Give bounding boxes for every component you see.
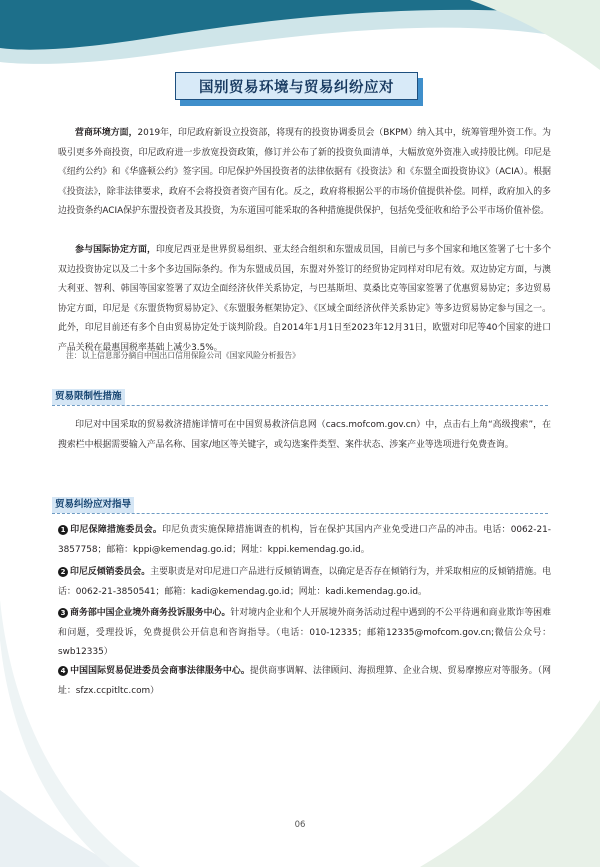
agency-name: 中国国际贸易促进委员会商事法律服务中心。 xyxy=(70,666,250,676)
section-divider xyxy=(52,513,548,514)
business-environment-lead: 营商环境方面， xyxy=(75,128,138,138)
agency-name: 商务部中国企业境外商务投诉服务中心。 xyxy=(70,608,231,618)
agency-item xyxy=(58,521,551,560)
agency-name: 印尼保障措施委员会。 xyxy=(70,525,163,535)
section-divider xyxy=(52,405,548,406)
trade-restrictions-text: 印尼对中国采取的贸易救济措施详情可在中国贸易救济信息网（cacs.mofcom.gov.cn）中，点击右上角“高级搜索”，在搜索栏中根据需要输入产品名称、国家/地区等关键字，或勾选案件类型、案件状态、涉案产业等选项进行免费查询。 xyxy=(58,420,551,450)
agency-description: 主要职责是对印尼进口产品进行反倾销调查，以确定是否存在倾销行为，并采取相应的反倾销措施。电话：0062-21-3850541；邮箱：kadi@kemendag.go.id；网址：kadi.kemendag.go.id。 xyxy=(58,567,551,597)
business-environment-text: 2019年，印尼政府新设立投资部，将现有的投资协调委员会（BKPM）纳入其中，统筹管理外资工作。为吸引更多外商投资，印尼政府进一步放宽投资政策，修订并公布了新的投资负面清单，大幅放宽外资准入或持股比例。印尼是《纽约公约》和《华盛顿公约》签字国。印尼保护外国投资者的法律依据有《投资法》和《东盟全面投资协议》（ACIA）。根据《投资法》，除非法律要求，政府不会将投资者资产国有化。反之，政府将根据公平的市场价值提供补偿。同样，政府加入的多边投资条约ACIA保护东盟投资者及其投资，为东道国可能采取的各种措施提供保护，包括免受征收和给予公平市场价值补偿。 xyxy=(58,128,552,216)
international-agreements-paragraph xyxy=(58,241,551,358)
page-number: 06 xyxy=(294,820,306,830)
agency-description: 针对境内企业和个人开展境外商务活动过程中遇到的不公平待遇和商业欺诈等困难和问题，受理投诉，免费提供公开信息和咨询指导。（电话：010-12335；邮箱12335@mofcom.gov.cn;微信公众号：swb12335） xyxy=(58,608,552,657)
agency-item xyxy=(58,662,551,701)
section-heading-trade-restrictions: 贸易限制性措施 xyxy=(52,389,125,405)
business-environment-paragraph xyxy=(58,124,551,222)
page-title: 国别贸易环境与贸易纠纷应对 xyxy=(175,72,418,100)
trade-restrictions-paragraph xyxy=(58,416,551,455)
number-badge-2: 2 xyxy=(58,567,68,577)
agency-item xyxy=(58,604,551,663)
source-note: 注：以上信息部分摘自中国出口信用保险公司《国家风险分析报告》 xyxy=(66,351,300,360)
section-heading-dispute-guidance: 贸易纠纷应对指导 xyxy=(52,497,134,513)
international-agreements-lead: 参与国际协定方面， xyxy=(75,245,156,255)
agency-name: 印尼反倾销委员会。 xyxy=(70,567,151,577)
number-badge-4: 4 xyxy=(58,666,68,676)
agency-item xyxy=(58,563,551,602)
number-badge-1: 1 xyxy=(58,525,68,535)
agency-description: 提供商事调解、法律顾问、海损理算、企业合规、贸易摩擦应对等服务。（网址：sfzx.ccpitltc.com） xyxy=(58,666,551,696)
number-badge-3: 3 xyxy=(58,608,68,618)
page-title-banner xyxy=(175,72,427,110)
agency-description: 印尼负责实施保障措施调查的机构，旨在保护其国内产业免受进口产品的冲击。电话：0062-21-3857758；邮箱：kppi@kemendag.go.id；网址：kppi.kemendag.go.id。 xyxy=(58,525,552,555)
international-agreements-text: 印度尼西亚是世界贸易组织、亚太经合组织和东盟成员国，目前已与多个国家和地区签署了七十多个双边投资协定以及二十多个多边国际条约。作为东盟成员国，东盟对外签订的经贸协定同样对印尼有效。双边协定方面，与澳大利亚、智利、韩国等国家签署了双边全面经济伙伴关系协定，与巴基斯坦、莫桑比克等国家签署了优惠贸易协定；多边贸易协定方面，印尼是《东盟货物贸易协定》、《东盟服务框架协定》、《区域全面经济伙伴关系协定》等多边贸易协定参与国之一。此外，印尼目前还有多个自由贸易协定处于谈判阶段。自2014年1月1日至2023年12月31日，欧盟对印尼等40个国家的进口产品关税在最惠国税率基础上减少3.5%。 xyxy=(58,245,551,353)
